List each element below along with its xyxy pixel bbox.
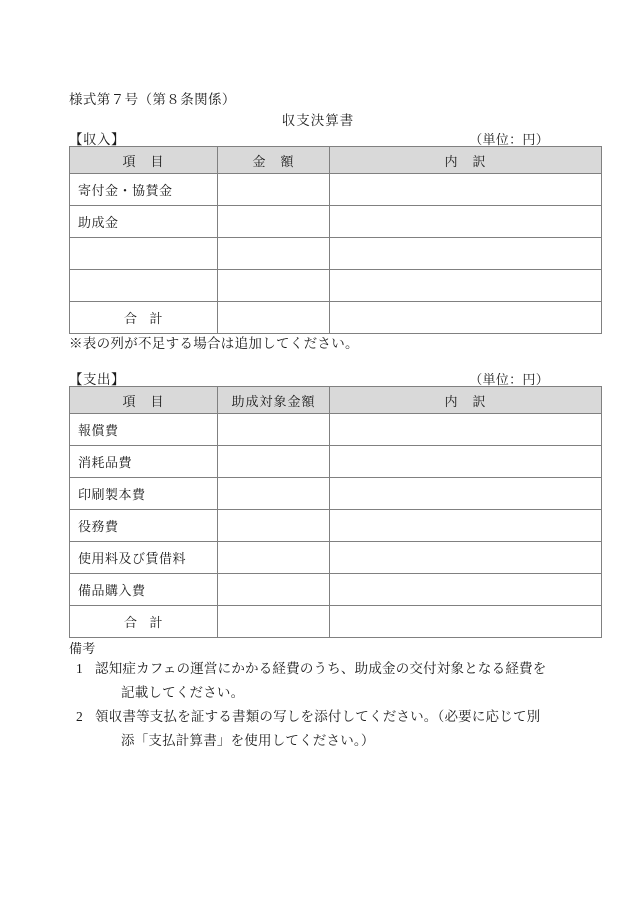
income-row-item[interactable]: 寄付金・協賛金 [70, 174, 218, 206]
income-row-detail[interactable] [330, 270, 602, 302]
expense-row-item[interactable]: 消耗品費 [70, 446, 218, 478]
expense-row-detail[interactable] [330, 478, 602, 510]
remark-item [69, 705, 569, 753]
remark-line-1: 領収書等支払を証する書類の写しを添付してください。（必要に応じて別 [95, 709, 541, 724]
remark-line-2: 記載してください。 [121, 685, 245, 700]
expense-row-amount[interactable] [218, 478, 330, 510]
expense-total-label-a: 合 [123, 615, 138, 630]
table-row [70, 206, 602, 238]
expense-total-label [70, 606, 218, 638]
income-total-detail[interactable] [330, 302, 602, 334]
income-row-item[interactable] [70, 238, 218, 270]
expense-table-header-row [70, 387, 602, 414]
expense-row-amount[interactable] [218, 574, 330, 606]
remark-line-1: 認知症カフェの運営にかかる経費のうち、助成金の交付対象となる経費を [95, 661, 547, 676]
income-total-label-a: 合 [123, 311, 138, 326]
expense-row-detail[interactable] [330, 414, 602, 446]
income-row-detail[interactable] [330, 238, 602, 270]
expense-unit-label: （単位：円） [469, 372, 549, 387]
expense-header-amount: 助成対象金額 [218, 387, 330, 414]
document-title [0, 109, 630, 129]
income-header-item: 項 目 [70, 147, 218, 174]
expense-row-item[interactable]: 印刷製本費 [70, 478, 218, 510]
income-table-header-row [70, 147, 602, 174]
expense-row-detail[interactable] [330, 542, 602, 574]
expense-total-detail[interactable] [330, 606, 602, 638]
income-row-amount[interactable] [218, 238, 330, 270]
remark-number: 1 [76, 661, 83, 676]
expense-header-item: 項 目 [70, 387, 218, 414]
expense-total-row [70, 606, 602, 638]
expense-row-item[interactable]: 備品購入費 [70, 574, 218, 606]
expense-header-detail: 内 訳 [330, 387, 602, 414]
remark-text [95, 705, 547, 753]
income-row-amount[interactable] [218, 270, 330, 302]
income-total-label [70, 302, 218, 334]
remark-line-2: 添「支払計算書」を使用してください。） [121, 733, 375, 748]
expense-total-label-b: 計 [149, 615, 164, 630]
income-total-row [70, 302, 602, 334]
income-total-amount[interactable] [218, 302, 330, 334]
income-table-note: ※表の列が不足する場合は追加してください。 [69, 336, 359, 351]
table-row [70, 478, 602, 510]
expense-section-label: 【支出】 [69, 372, 125, 387]
expense-row-amount[interactable] [218, 542, 330, 574]
expense-row-amount[interactable] [218, 446, 330, 478]
form-number: 様式第７号（第８条関係） [69, 92, 236, 107]
expense-row-amount[interactable] [218, 414, 330, 446]
table-row [70, 574, 602, 606]
income-header-detail: 内 訳 [330, 147, 602, 174]
table-row [70, 446, 602, 478]
income-row-item[interactable] [70, 270, 218, 302]
table-row [70, 414, 602, 446]
income-table [69, 146, 602, 334]
table-row [70, 270, 602, 302]
income-header-amount: 金 額 [218, 147, 330, 174]
remark-number: 2 [76, 709, 83, 724]
expense-total-amount[interactable] [218, 606, 330, 638]
document-title-text: 収支決算書 [281, 113, 355, 128]
expense-row-item[interactable]: 使用料及び賃借料 [70, 542, 218, 574]
expense-row-detail[interactable] [330, 574, 602, 606]
income-row-detail[interactable] [330, 174, 602, 206]
expense-row-amount[interactable] [218, 510, 330, 542]
table-row [70, 510, 602, 542]
remarks-title: 備考 [69, 641, 96, 656]
expense-row-detail[interactable] [330, 446, 602, 478]
expense-table [69, 386, 602, 638]
income-row-amount[interactable] [218, 206, 330, 238]
remark-text [95, 657, 547, 705]
income-row-item[interactable]: 助成金 [70, 206, 218, 238]
expense-row-item[interactable]: 報償費 [70, 414, 218, 446]
remark-item [69, 657, 569, 705]
expense-row-detail[interactable] [330, 510, 602, 542]
income-row-detail[interactable] [330, 206, 602, 238]
income-total-label-b: 計 [149, 311, 164, 326]
table-row [70, 174, 602, 206]
expense-row-item[interactable]: 役務費 [70, 510, 218, 542]
table-row [70, 542, 602, 574]
income-row-amount[interactable] [218, 174, 330, 206]
income-unit-label: （単位：円） [469, 132, 549, 147]
income-section-label: 【収入】 [69, 132, 125, 147]
table-row [70, 238, 602, 270]
